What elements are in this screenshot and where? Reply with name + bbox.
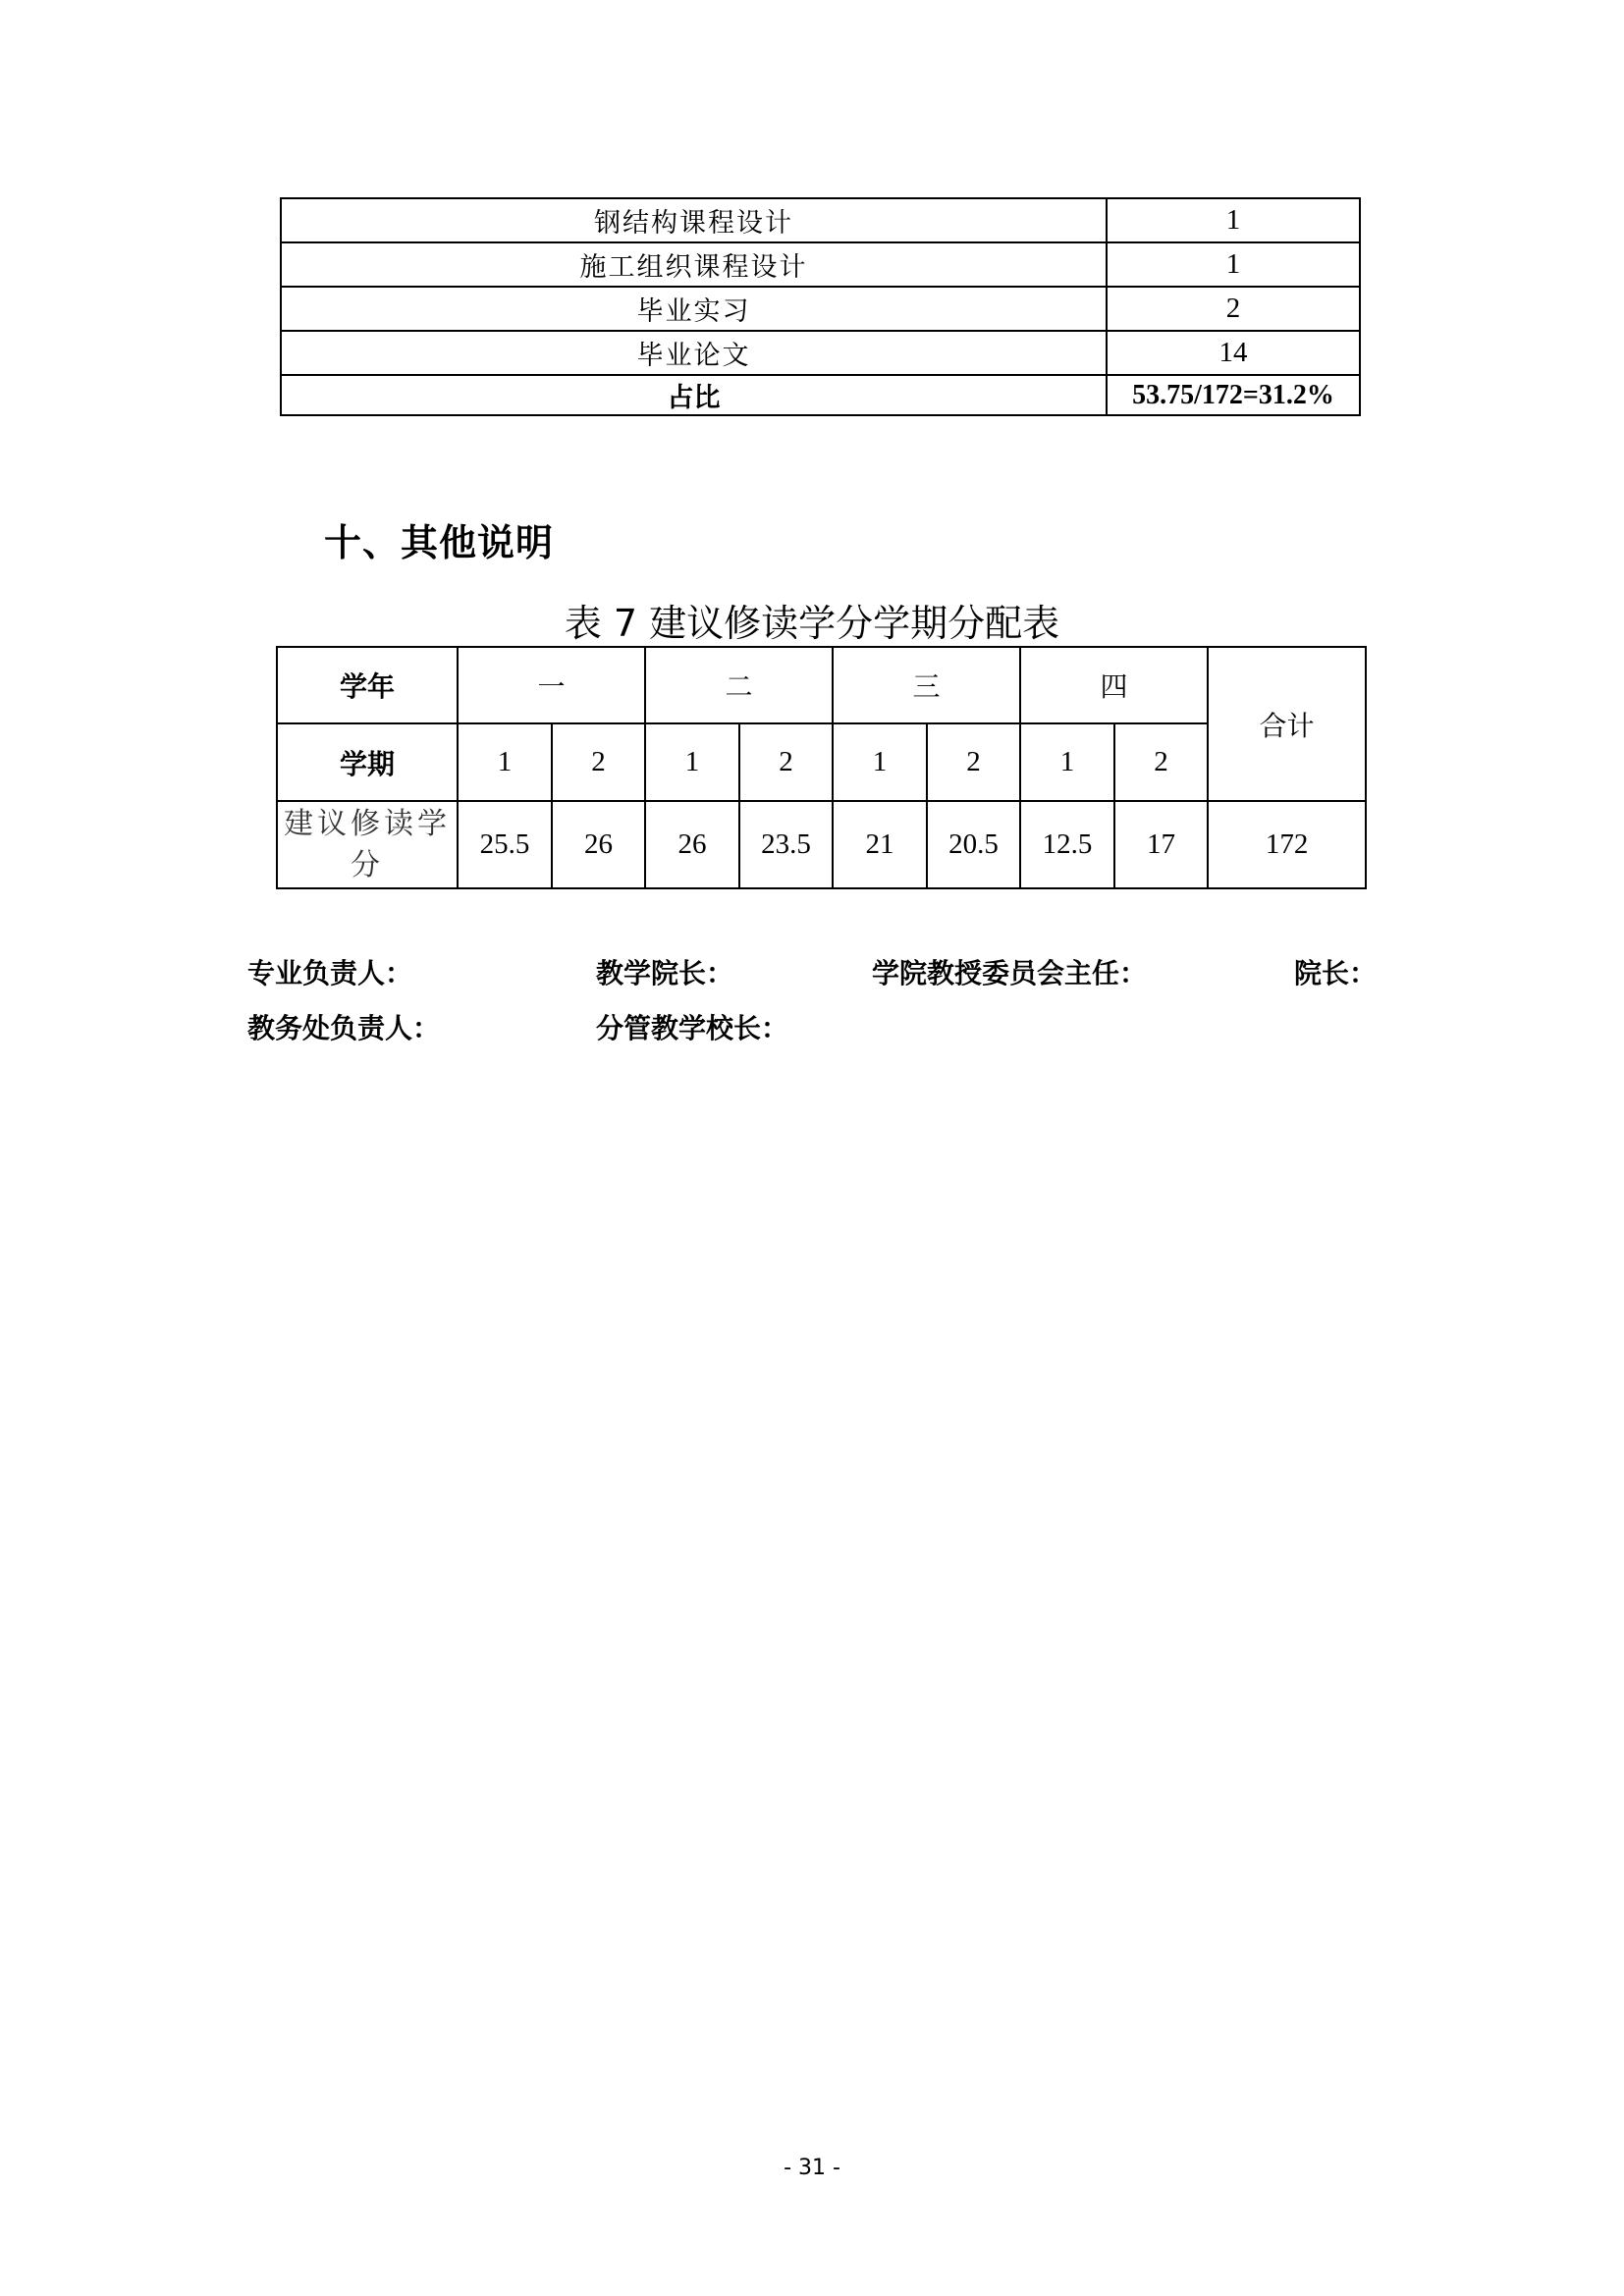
table-row: [281, 198, 1360, 242]
credits-cell: 1: [1107, 242, 1360, 287]
credit-label-cell: 建议修读学分: [277, 801, 458, 888]
year-cell: 三: [833, 647, 1020, 723]
teaching-dean-signature: 教学院长：: [596, 957, 734, 989]
section-heading: 十、其他说明: [324, 521, 555, 564]
credit-cell: 26: [645, 801, 739, 888]
credits-cell: 1: [1107, 198, 1360, 242]
total-row: [281, 375, 1360, 415]
year-label-cell: 学年: [277, 647, 458, 723]
semester-credit-table: [276, 646, 1367, 889]
semester-cell: 2: [1114, 723, 1208, 801]
credit-cell: 25.5: [458, 801, 552, 888]
semester-cell: 2: [552, 723, 645, 801]
total-label-cell: 合计: [1208, 647, 1366, 801]
credit-cell: 26: [552, 801, 645, 888]
semester-cell: 1: [1020, 723, 1114, 801]
course-name-cell: 钢结构课程设计: [281, 198, 1107, 242]
total-value-cell: 53.75/172=31.2%: [1107, 375, 1360, 415]
credit-cell: 21: [833, 801, 927, 888]
table-caption: 表 7 建议修读学分学期分配表: [564, 602, 1060, 645]
semester-cell: 1: [458, 723, 552, 801]
credits-cell: 2: [1107, 287, 1360, 331]
semester-cell: 1: [833, 723, 927, 801]
semester-row: [277, 723, 1366, 801]
course-name-cell: 毕业实习: [281, 287, 1107, 331]
practice-credits-table: [280, 197, 1361, 416]
major-head-signature: 专业负责人：: [247, 957, 413, 989]
course-name-cell: 毕业论文: [281, 331, 1107, 375]
year-cell: 一: [458, 647, 645, 723]
credit-total-cell: 172: [1208, 801, 1366, 888]
credit-cell: 20.5: [927, 801, 1020, 888]
total-label-cell: 占比: [281, 375, 1107, 415]
semester-cell: 2: [927, 723, 1020, 801]
dean-signature: 院长：: [1294, 957, 1378, 989]
year-row: [277, 647, 1366, 723]
academic-affairs-signature: 教务处负责人：: [247, 1012, 441, 1044]
page-number: - 31 -: [784, 2156, 840, 2180]
vice-president-signature: 分管教学校长：: [596, 1012, 789, 1044]
credit-cell: 17: [1114, 801, 1208, 888]
credit-row: [277, 801, 1366, 888]
semester-label-cell: 学期: [277, 723, 458, 801]
year-cell: 二: [645, 647, 833, 723]
table-row: [281, 242, 1360, 287]
credit-cell: 12.5: [1020, 801, 1114, 888]
credit-cell: 23.5: [739, 801, 833, 888]
table-row: [281, 331, 1360, 375]
table-row: [281, 287, 1360, 331]
semester-cell: 1: [645, 723, 739, 801]
credits-cell: 14: [1107, 331, 1360, 375]
course-name-cell: 施工组织课程设计: [281, 242, 1107, 287]
committee-chair-signature: 学院教授委员会主任：: [872, 957, 1148, 989]
semester-cell: 2: [739, 723, 833, 801]
year-cell: 四: [1020, 647, 1208, 723]
